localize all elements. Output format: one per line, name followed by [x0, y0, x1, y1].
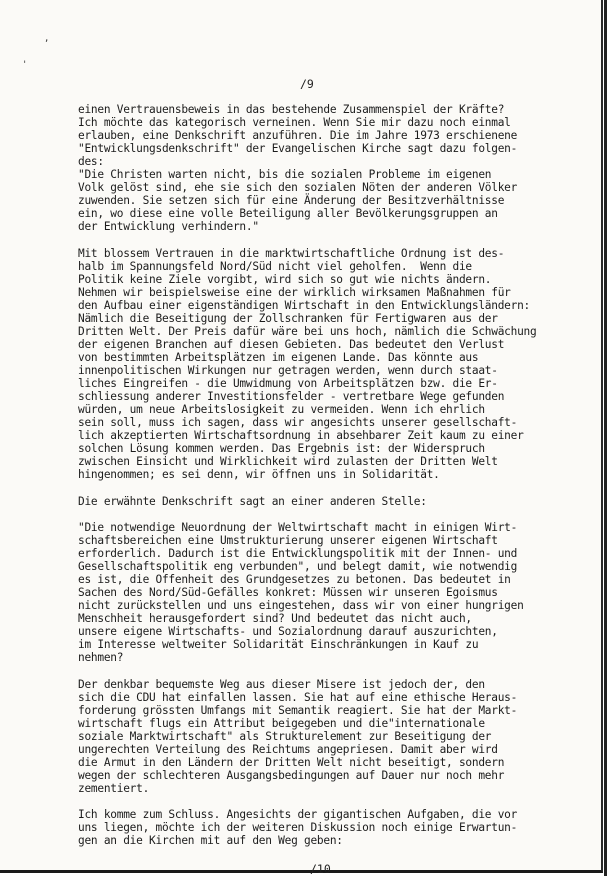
paragraph-gap: [78, 795, 598, 808]
paragraph: [78, 495, 598, 508]
text-line: uns liegen, möchte ich der weiteren Diskussion noch einige Erwartun-: [78, 821, 518, 835]
text-line: der eigenen Branchen auf diesen Gebieten. Das bedeutet den Verlust: [78, 337, 505, 351]
text-line: liches Eingreifen - die Umwidmung von Arbeitsplätzen bzw. die Er-: [78, 377, 498, 391]
text-line: wirtschaft flugs ein Attribut beigegeben und die"internationale: [78, 716, 485, 730]
text-line: Ich möchte das kategorisch verneinen. Wenn Sie mir dazu noch einmal: [78, 116, 511, 130]
text-line: Menschheit herausgefordert sind? Und bedeutet das nicht auch,: [78, 612, 472, 626]
text-line: Dritten Welt. Der Preis dafür wäre bei uns hoch, nämlich die Schwächung: [78, 324, 537, 338]
text-line: halb im Spannungsfeld Nord/Süd nicht viel geholfen. Wenn die: [78, 259, 472, 273]
text-line: Ich komme zum Schluss. Angesichts der gigantischen Aufgaben, die vor: [78, 808, 518, 822]
text-line: ein, wo diese eine volle Beteiligung aller Bevölkerungsgruppen an: [78, 207, 498, 221]
text-line: Die erwähnte Denkschrift sagt an einer anderen Stelle:: [78, 494, 427, 508]
text-line: "Entwicklungsdenkschrift" der Evangelischen Kirche sagt dazu folgen-: [78, 142, 518, 156]
text-line: es ist, die Offenheit des Grundgesetzes zu betonen. Das bedeutet in: [78, 573, 511, 587]
text-line: sich die CDU hat einfallen lassen. Sie hat auf eine ethische Heraus-: [78, 690, 518, 704]
page-number: /9: [300, 77, 314, 91]
paragraph: [78, 678, 598, 795]
text-line: zwischen Einsicht und Wirklichkeit wird zulasten der Dritten Welt: [78, 455, 498, 469]
text-line: innenpolitischen Wirkungen nur getragen werden, wenn durch staat-: [78, 364, 498, 378]
text-line: nehmen?: [78, 651, 124, 665]
scan-edge-right: [604, 0, 607, 887]
text-line: soziale Marktwirtschaft" als Strukturelement zur Beseitigung der: [78, 729, 492, 743]
text-line: Sachen des Nord/Süd-Gefälles konkret: Müssen wir unseren Egoismus: [78, 586, 498, 600]
footer-page-number: /10: [310, 862, 331, 876]
text-line: Politik keine Ziele vorgibt, wird sich so gut wie nichts ändern.: [78, 272, 492, 286]
paragraph-gap: [78, 664, 598, 677]
text-line: des:: [78, 155, 104, 169]
text-line: von bestimmten Arbeitsplätzen im eigenen Lande. Das könnte aus: [78, 351, 479, 365]
document-body: [78, 103, 598, 847]
text-line: würden, um neue Arbeitslosigkeit zu vermeiden. Wenn ich ehrlich: [78, 403, 485, 417]
scan-edge-bottom: [0, 876, 615, 887]
scan-speck: ,: [44, 34, 50, 44]
paragraph: [78, 808, 598, 847]
text-line: zuwenden. Sie setzen sich für eine Änderung der Besitzverhältnisse: [78, 194, 505, 208]
text-line: ungerechten Verteilung des Reichtums angepriesen. Damit aber wird: [78, 742, 498, 756]
paragraph-gap: [78, 508, 598, 521]
text-line: forderung grössten Umfangs mit Semantik reagiert. Sie hat der Markt-: [78, 703, 518, 717]
text-line: unsere eigene Wirtschafts- und Sozialordnung darauf auszurichten,: [78, 625, 498, 639]
text-line: nicht zurückstellen und uns eingestehen, dass wir von einer hungrigen: [78, 599, 524, 613]
text-line: "Die Christen warten nicht, bis die sozialen Probleme im eigenen: [78, 168, 492, 182]
text-line: den Aufbau einer eigenständigen Wirtschaft in den Entwicklungsländern:: [78, 298, 531, 312]
paragraph-gap: [78, 233, 598, 246]
text-line: schliessung anderer Investitionsfelder - vertretbare Wege gefunden: [78, 390, 505, 404]
paragraph: [78, 103, 598, 233]
text-line: gen an die Kirchen mit auf den Weg geben:: [78, 834, 343, 848]
text-line: der Entwicklung verhindern.": [78, 220, 259, 234]
text-line: Der denkbar bequemste Weg aus dieser Misere ist jedoch der, den: [78, 677, 485, 691]
text-line: "Die notwendige Neuordnung der Weltwirtschaft macht in einigen Wirt-: [78, 520, 518, 534]
text-line: hingenommen; es sei denn, wir öffnen uns in Solidarität.: [78, 468, 440, 482]
text-line: einen Vertrauensbeweis in das bestehende Zusammenspiel der Kräfte?: [78, 103, 505, 116]
text-line: erforderlich. Dadurch ist die Entwicklungspolitik mit der Innen- und: [78, 547, 518, 561]
text-line: Nehmen wir beispielsweise eine der wirklich wirksamen Maßnahmen für: [78, 285, 511, 299]
text-line: zementiert.: [78, 782, 150, 795]
text-line: Nämlich die Beseitigung der Zollschranken für Fertigwaren aus der: [78, 311, 498, 325]
paragraph: [78, 247, 598, 482]
text-line: lich akzeptierten Wirtschaftsordnung in absehbarer Zeit kaum zu einer: [78, 429, 524, 443]
text-line: solchen Lösung kommen werden. Das Ergebnis ist: der Widerspruch: [78, 442, 485, 456]
text-line: Mit blossem Vertrauen in die marktwirtschaftliche Ordnung ist des-: [78, 246, 505, 260]
text-line: erlauben, eine Denkschrift anzuführen. Die im Jahre 1973 erschienene: [78, 129, 518, 143]
text-line: sein soll, muss ich sagen, dass wir angesichts unserer gesellschaft-: [78, 416, 518, 430]
text-line: Volk gelöst sind, ehe sie sich den sozialen Nöten der anderen Völker: [78, 181, 518, 195]
text-line: wegen der schlechteren Ausgangsbedingungen auf Dauer nur noch mehr: [78, 768, 505, 782]
scan-speck: ': [22, 60, 28, 70]
text-line: Gesellschaftspolitik eng verbunden", und belegt damit, wie notwendig: [78, 560, 518, 574]
text-line: im Interesse weltweiter Solidarität Einschränkungen in Kauf zu: [78, 638, 479, 652]
paragraph: [78, 521, 598, 665]
text-line: die Armut in den Ländern der Dritten Welt nicht beseitigt, sondern: [78, 755, 505, 769]
text-line: schaftsbereichen eine Umstrukturierung unserer eigenen Wirtschaft: [78, 533, 498, 547]
paragraph-gap: [78, 482, 598, 495]
